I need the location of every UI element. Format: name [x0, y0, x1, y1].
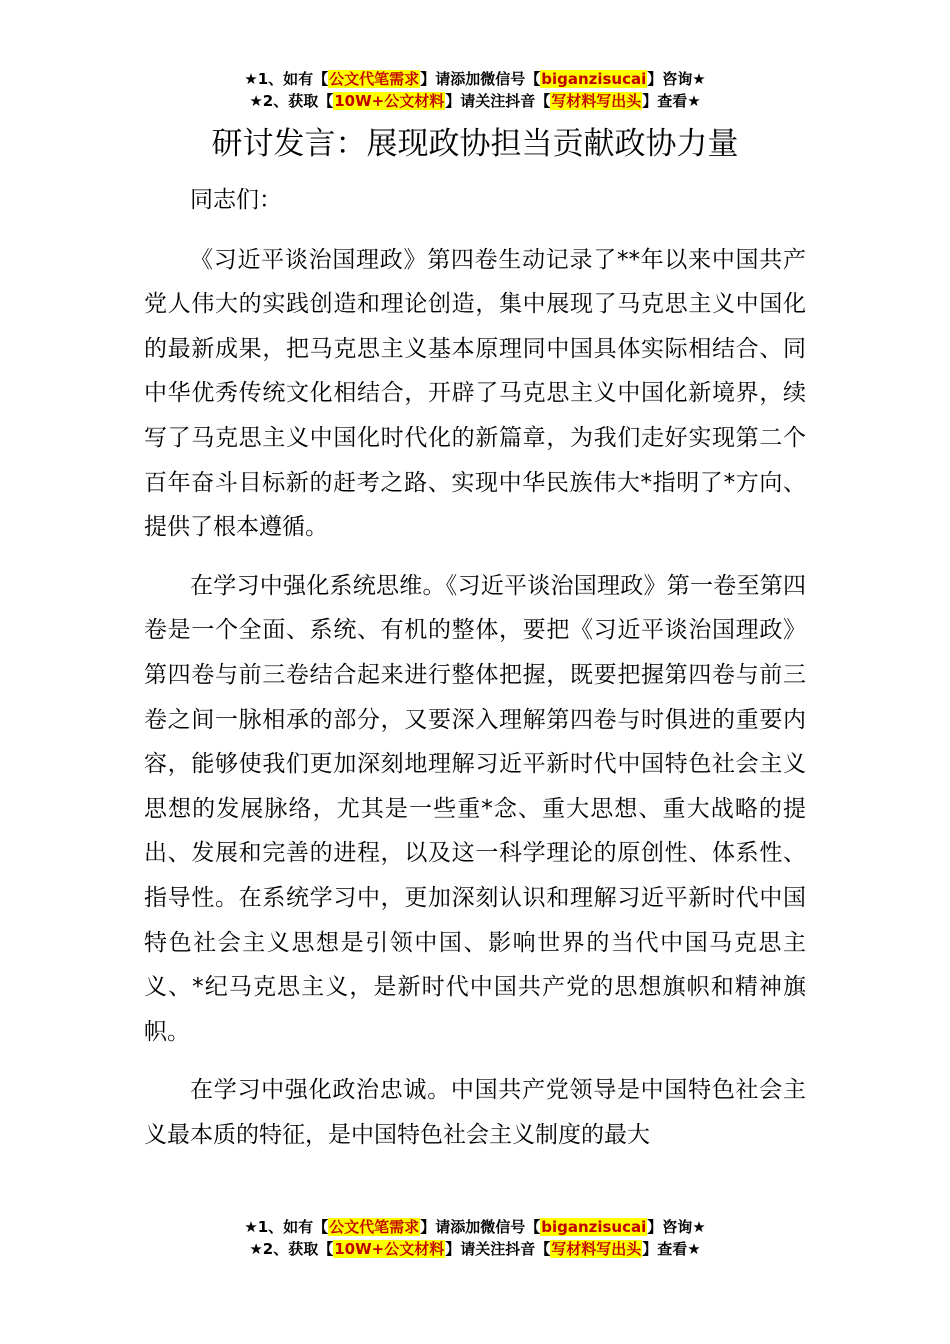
paragraph-2: 在学习中强化系统思维。《习近平谈治国理政》第一卷至第四卷是一个全面、系统、有机的整体，要把《习近平谈治国理政》第四卷与前三卷结合起来进行整体把握，既要把握第四卷与前三卷之间一脉相承的部分，又要深入理解第四卷与时俱进的重要内容，能够使我们更加深刻地理解习近平新时代中国特色社会主义思想的发展脉络，尤其是一些重*念、重大思想、重大战略的提出、发展和完善的进程，以及这一科学理论的原创性、体系性、指导性。在系统学习中，更加深刻认识和理解习近平新时代中国特色社会主义思想是引领中国、影响世界的当代中国马克思主义、*纪马克思主义，是新时代中国共产党的思想旗帜和精神旗帜。: [144, 572, 806, 1045]
banner-highlight: 公文代笔需求: [329, 70, 420, 88]
header-banner: [0, 68, 950, 112]
banner-highlight: 10W+公文材料: [334, 92, 445, 110]
salutation: 同志们：: [190, 187, 282, 213]
document-title: 研讨发言：展现政协担当贡献政协力量: [211, 126, 739, 162]
banner-highlight: 10W+公文材料: [334, 1240, 445, 1258]
banner-line-2: ★2、获取【10W+公文材料】请关注抖音【写材料写出头】查看★: [249, 92, 701, 110]
document-body: [144, 178, 806, 1171]
paragraph-3: 在学习中强化政治忠诚。中国共产党领导是中国特色社会主义最本质的特征，是中国特色社会主义制度的最大: [144, 1077, 806, 1148]
banner-line-2: ★2、获取【10W+公文材料】请关注抖音【写材料写出头】查看★: [249, 1240, 701, 1258]
banner-highlight: biganzisucai: [541, 1218, 647, 1236]
banner-highlight: 公文代笔需求: [329, 1218, 420, 1236]
paragraph-1: 《习近平谈治国理政》第四卷生动记录了**年以来中国共产党人伟大的实践创造和理论创造，集中展现了马克思主义中国化的最新成果，把马克思主义基本原理同中国具体实际相结合、同中华优秀传统文化相结合，开辟了马克思主义中国化新境界，续写了马克思主义中国化时代化的新篇章，为我们走好实现第二个百年奋斗目标新的赶考之路、实现中华民族伟大*指明了*方向、提供了根本遵循。: [144, 246, 806, 541]
banner-highlight: 写材料写出头: [551, 92, 642, 110]
footer-banner: [0, 1216, 950, 1260]
banner-line-1: ★1、如有【公文代笔需求】请添加微信号【biganzisucai】咨询★: [244, 1218, 706, 1236]
banner-line-1: ★1、如有【公文代笔需求】请添加微信号【biganzisucai】咨询★: [244, 70, 706, 88]
banner-highlight: 写材料写出头: [551, 1240, 642, 1258]
banner-highlight: biganzisucai: [541, 70, 647, 88]
